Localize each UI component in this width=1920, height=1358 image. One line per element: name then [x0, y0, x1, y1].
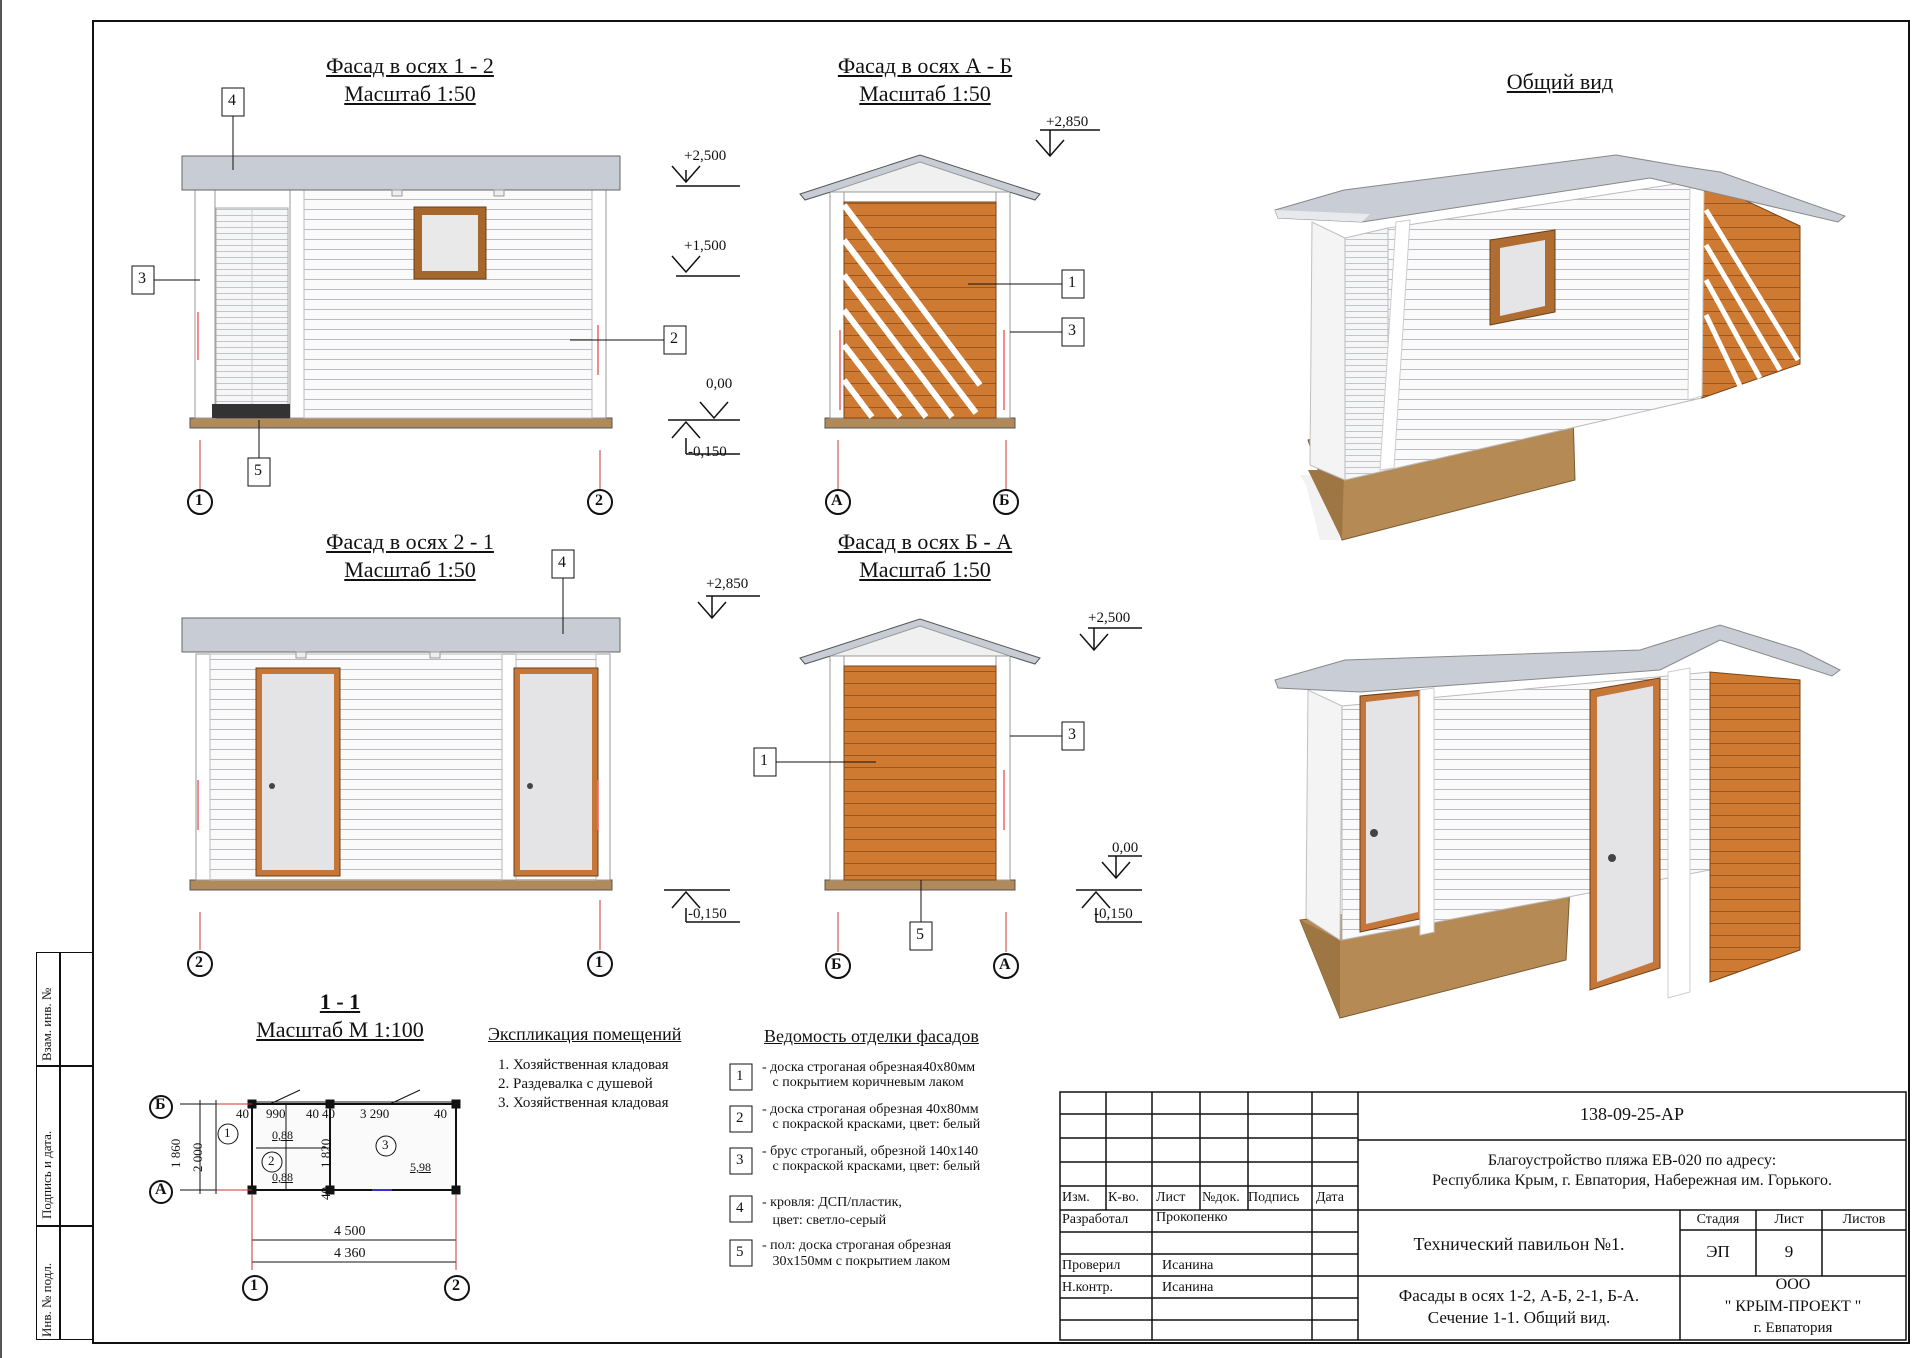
axis-b-ba: Б [831, 956, 842, 973]
room-3: 3 [382, 1137, 389, 1152]
elev-1500: +1,500 [684, 238, 727, 254]
facade-a-b-drawing [800, 130, 1100, 514]
axis-1: 1 [195, 492, 203, 509]
explication-item-1: 1. Хозяйственная кладовая [498, 1057, 669, 1073]
stamp-code: 138-09-25-АР [1580, 1104, 1684, 1124]
finish-3: - брус строганый, обрезной 140х140 с покраской красками, цвет: белый [762, 1144, 981, 1174]
elev-2850-lower: +2,850 [706, 576, 749, 592]
stamp-org-3: г. Евпатория [1753, 1320, 1833, 1336]
facade-1-2-title: Фасад в осях 1 - 2 Масштаб 1:50 [326, 53, 494, 106]
stamp-list-header: Лист [1774, 1212, 1804, 1227]
finish-n-1: 1 [736, 1068, 744, 1084]
stamp-org-2: " КРЫМ-ПРОЕКТ " [1724, 1298, 1862, 1315]
elev-2850: +2,850 [1046, 114, 1089, 130]
callout-1: 1 [1068, 274, 1076, 291]
dim-40a: 40 [236, 1106, 249, 1121]
stamp-role-3: Н.контр. [1062, 1280, 1113, 1295]
facade-a-b-title: Фасад в осях А - Б Масштаб 1:50 [837, 53, 1013, 106]
perspective-view-top [1275, 155, 1845, 540]
callout-3-ba: 3 [1068, 726, 1076, 743]
axis-a-ba: А [999, 956, 1011, 973]
stamp-stage-header: Стадия [1696, 1212, 1740, 1227]
finish-n-5: 5 [736, 1244, 744, 1260]
elev-000-ba: 0,00 [1112, 840, 1139, 856]
callout-1-ba: 1 [760, 752, 768, 769]
stamp-object: Технический павильон №1. [1413, 1234, 1625, 1254]
finish-1: - доска строганая обрезная40х80мм с покрытием коричневым лаком [762, 1060, 976, 1090]
stamp-h-list: Лист [1156, 1190, 1186, 1205]
general-view-title: Общий вид [1506, 69, 1614, 94]
dim-4500: 4 500 [334, 1224, 366, 1239]
section-axis-1: 1 [250, 1277, 258, 1294]
facade-1-2-drawing [132, 88, 740, 514]
side-stamp-inv: Инв. № подл. [39, 1262, 54, 1337]
callout-2: 2 [670, 330, 678, 347]
stamp-list: 9 [1784, 1242, 1794, 1261]
axis-2-lower: 2 [195, 954, 203, 971]
stamp-h-ndok: №док. [1202, 1190, 1240, 1205]
facade-2-1-title: Фасад в осях 2 - 1 Масштаб 1:50 [326, 529, 494, 582]
section-title: 1 - 1 Масштаб М 1:100 [256, 989, 424, 1042]
dim-40d: 40 [434, 1106, 447, 1121]
stamp-org-1: ООО [1775, 1276, 1811, 1293]
elev-2500: +2,500 [684, 148, 727, 164]
area-3: 5,98 [410, 1160, 431, 1174]
elev-minus-0150-lower: -0,150 [688, 906, 727, 922]
stamp-sheet-title-1: Фасады в осях 1-2, А-Б, 2-1, Б-А. [1398, 1286, 1640, 1305]
explication-item-3: 3. Хозяйственная кладовая [498, 1095, 669, 1111]
callout-5-ba: 5 [916, 926, 924, 943]
elev-000: 0,00 [706, 376, 733, 392]
side-stamp-replace: Взам. инв. № [39, 987, 54, 1061]
section-axis-a: А [155, 1181, 167, 1198]
stamp-name-3: Исанина [1162, 1280, 1214, 1295]
stamp-sheet-title-2: Сечение 1-1. Общий вид. [1427, 1308, 1611, 1327]
dim-1860: 1 860 [168, 1138, 183, 1168]
stamp-name-2: Исанина [1162, 1258, 1214, 1273]
section-axis-2: 2 [452, 1277, 460, 1294]
explication-item-2: 2. Раздевалка с душевой [498, 1076, 653, 1092]
area-1: 0,88 [272, 1128, 293, 1142]
finish-n-4: 4 [736, 1200, 744, 1216]
stamp-role-2: Проверил [1062, 1258, 1121, 1273]
callout-5: 5 [254, 462, 262, 479]
dim-990: 990 [266, 1106, 286, 1121]
callout-3: 3 [1068, 322, 1076, 339]
finish-4: - кровля: ДСП/пластик, цвет: светло-серый [762, 1195, 902, 1228]
perspective-view-bottom [1275, 625, 1840, 1018]
stamp-role-1: Разработал [1062, 1212, 1129, 1227]
side-stamp-signature: Подпись и дата. [39, 1130, 54, 1219]
elev-2500-ba: +2,500 [1088, 610, 1131, 626]
elev-minus-0150: -0,150 [688, 444, 727, 460]
callout-3-left: 3 [138, 270, 146, 287]
dim-4360: 4 360 [334, 1246, 366, 1261]
facade-b-a-title: Фасад в осях Б - А Масштаб 1:50 [837, 529, 1013, 582]
dim-40b: 40 [306, 1106, 319, 1121]
finish-n-2: 2 [736, 1110, 744, 1126]
finishes-title: Ведомость отделки фасадов [764, 1026, 979, 1046]
finish-n-3: 3 [736, 1152, 744, 1168]
stamp-listov-header: Листов [1842, 1212, 1886, 1227]
stamp-address-2: Республика Крым, г. Евпатория, Набережная им. Горького. [1432, 1172, 1832, 1189]
section-axis-b: Б [155, 1096, 166, 1113]
axis-a: А [831, 492, 843, 509]
room-1: 1 [224, 1125, 231, 1140]
stamp-h-data: Дата [1316, 1190, 1344, 1205]
stamp-address-1: Благоустройство пляжа ЕВ-020 по адресу: [1487, 1152, 1777, 1169]
axis-2: 2 [595, 492, 603, 509]
dim-40c: 40 [322, 1106, 335, 1121]
elev-minus-0150-ba: -0,150 [1094, 906, 1133, 922]
finish-5: - пол: доска строганая обрезная 30х150мм с покрытием лаком [762, 1238, 952, 1269]
finish-2: - доска строганая обрезная 40х80мм с покраской красками, цвет: белый [762, 1102, 981, 1132]
dim-3290: 3 290 [360, 1106, 390, 1121]
callout-4-lower: 4 [558, 554, 566, 571]
room-2: 2 [268, 1153, 275, 1168]
stamp-name-1: Прокопенко [1156, 1210, 1228, 1225]
area-2: 0,88 [272, 1170, 293, 1184]
axis-1-lower: 1 [595, 954, 603, 971]
facade-2-1-drawing [182, 550, 760, 976]
stamp-stage: ЭП [1706, 1242, 1730, 1261]
callout-4-top: 4 [228, 92, 236, 109]
dim-40e: 40 [318, 1187, 333, 1200]
axis-b: Б [999, 492, 1010, 509]
dim-2000: 2 000 [190, 1142, 205, 1172]
stamp-h-podpis: Подпись [1248, 1190, 1300, 1205]
facade-b-a-drawing [754, 619, 1142, 978]
stamp-h-izm: Изм. [1062, 1190, 1090, 1205]
dim-1820: 1 820 [318, 1138, 333, 1168]
explication-title: Экспликация помещений [488, 1024, 682, 1044]
stamp-h-kvo: К-во. [1108, 1190, 1140, 1205]
